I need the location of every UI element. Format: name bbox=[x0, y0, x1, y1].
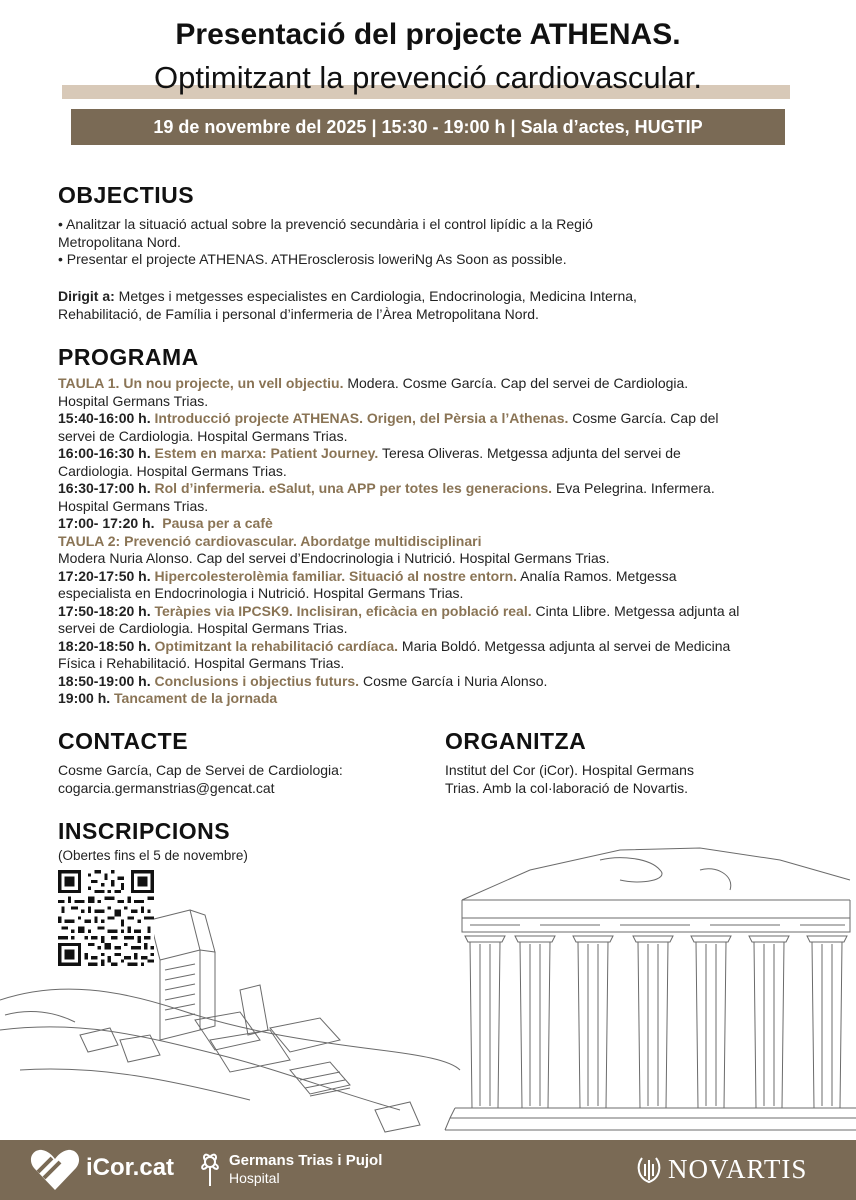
session-time: 17:00- 17:20 h. bbox=[58, 515, 155, 531]
session-time: 17:20-17:50 h. bbox=[58, 567, 151, 584]
session-speaker: Cosme García. Cap del bbox=[568, 410, 719, 426]
dirigit-text-1: Metges i metgesses especialistes en Cardiologia, Endocrinologia, Medicina Interna, bbox=[114, 288, 637, 304]
list-item bbox=[58, 445, 828, 463]
contact-email-link[interactable]: cogarcia.germanstrias@gencat.cat bbox=[58, 779, 275, 796]
list-item bbox=[58, 410, 828, 428]
germans-trias-flower-icon bbox=[196, 1152, 224, 1188]
list-item bbox=[58, 690, 828, 708]
dirigit-label: Dirigit a: bbox=[58, 288, 115, 304]
organitza-line-1: Institut del Cor (iCor). Hospital Germans bbox=[445, 762, 694, 778]
session-time: 15:40-16:00 h. bbox=[58, 410, 151, 426]
session-speaker: Cosme García i Nuria Alonso. bbox=[359, 672, 548, 689]
session-title: Pausa per a cafè bbox=[162, 515, 273, 531]
objectius-heading: OBJECTIUS bbox=[58, 182, 195, 208]
session-speaker-cont: Hospital Germans Trias. bbox=[58, 497, 209, 514]
list-item bbox=[58, 638, 828, 656]
session-speaker: Maria Boldó. Metgessa adjunta al servei de Medicina bbox=[398, 637, 731, 654]
session-speaker: Cinta Llibre. Metgessa adjunta al bbox=[531, 602, 740, 619]
inscripcions-heading: INSCRIPCIONS bbox=[58, 818, 231, 844]
session-speaker: Analía Ramos. Metgessa bbox=[517, 567, 677, 584]
session-time: 18:20-18:50 h. bbox=[58, 637, 151, 654]
list-item bbox=[58, 673, 828, 691]
session-speaker-cont: especialista en Endocrinologia i Nutrició. Hospital Germans Trias. bbox=[58, 585, 464, 601]
date-banner: 19 de novembre del 2025 | 15:30 - 19:00 h | Sala d’actes, HUGTIP bbox=[71, 109, 785, 145]
organitza-line-2: Trias. Amb la col·laboració de Novartis. bbox=[445, 779, 689, 796]
session-speaker: Teresa Oliveras. Metgessa adjunta del servei de bbox=[378, 445, 681, 461]
page-subtitle: Optimitzant la prevenció cardiovascular. bbox=[154, 60, 702, 95]
taula-2-title: TAULA 2: Prevenció cardiovascular. Abordatge multidisciplinari bbox=[58, 532, 482, 549]
session-time: 16:30-17:00 h. bbox=[58, 480, 151, 496]
session-time: 16:00-16:30 h. bbox=[58, 445, 151, 461]
session-title: Hipercolesterolèmia familiar. Situació al nostre entorn. bbox=[154, 567, 518, 584]
programa-heading: PROGRAMA bbox=[58, 344, 199, 370]
list-item bbox=[58, 533, 828, 551]
session-title: Teràpies via IPCSK9. Inclisiran, eficàcia en població real. bbox=[154, 602, 532, 619]
session-title: Introducció projecte ATHENAS. Origen, del Pèrsia a l’Athenas. bbox=[154, 410, 569, 426]
session-speaker-cont: Cardiologia. Hospital Germans Trias. bbox=[58, 462, 287, 479]
session-title: Conclusions i objectius futurs. bbox=[154, 672, 360, 689]
list-item bbox=[58, 375, 828, 393]
contacte-text bbox=[58, 762, 343, 797]
session-speaker-cont: servei de Cardiologia. Hospital Germans Trias. bbox=[58, 427, 348, 444]
objectius-bullet-1-line-2: Metropolitana Nord. bbox=[58, 233, 181, 250]
session-title: Optimitzant la rehabilitació cardíaca. bbox=[154, 637, 399, 654]
list-item bbox=[58, 515, 828, 533]
novartis-logo-icon bbox=[636, 1152, 662, 1188]
list-item bbox=[58, 568, 828, 586]
germans-trias-name: Germans Trias i Pujol bbox=[229, 1152, 383, 1169]
objectius-bullet-2: • Presentar el projecte ATHENAS. ATHErosclerosis loweriNg As Soon as possible. bbox=[58, 251, 567, 267]
objectius-bullet-1 bbox=[58, 216, 593, 269]
inscripcions-note: (Obertes fins el 5 de novembre) bbox=[58, 848, 248, 863]
session-time: 17:50-18:20 h. bbox=[58, 602, 151, 619]
dirigit-text-2: Rehabilitació, de Família i personal d’infermeria de l’Àrea Metropolitana Nord. bbox=[58, 305, 539, 322]
page-title: Presentació del projecte ATHENAS. bbox=[175, 18, 681, 51]
footer-bar bbox=[0, 1140, 856, 1200]
contacte-heading: CONTACTE bbox=[58, 728, 189, 754]
session-speaker-cont: servei de Cardiologia. Hospital Germans Trias. bbox=[58, 620, 348, 636]
list-item bbox=[58, 480, 828, 498]
contacte-line: Cosme García, Cap de Servei de Cardiologia: bbox=[58, 762, 343, 778]
list-item bbox=[58, 603, 828, 621]
organitza-heading: ORGANITZA bbox=[445, 728, 587, 754]
dirigit-a bbox=[58, 288, 637, 323]
taula-2-moderator: Modera Nuria Alonso. Cap del servei d’Endocrinologia i Nutrició. Hospital Germans Trias. bbox=[58, 550, 610, 566]
session-speaker-cont: Física i Rehabilitació. Hospital Germans Trias. bbox=[58, 655, 345, 671]
icor-link[interactable]: iCor.cat bbox=[86, 1154, 175, 1181]
organitza-text bbox=[445, 762, 694, 797]
germans-trias-subtitle: Hospital bbox=[229, 1170, 280, 1186]
novartis-wordmark: NOVARTIS bbox=[668, 1154, 808, 1184]
qr-code[interactable] bbox=[58, 870, 154, 966]
session-title: Tancament de la jornada bbox=[114, 690, 278, 706]
session-title: Rol d’infermeria. eSalut, una APP per totes les generacions. bbox=[154, 480, 553, 496]
session-time: 18:50-19:00 h. bbox=[58, 672, 151, 689]
taula-1-moderator: Modera. Cosme García. Cap del servei de Cardiologia. bbox=[343, 375, 689, 391]
session-time: 19:00 h. bbox=[58, 690, 111, 706]
taula-1-hospital: Hospital Germans Trias. bbox=[58, 392, 209, 409]
programa-list bbox=[58, 375, 828, 708]
icor-heart-logo-icon bbox=[30, 1148, 80, 1192]
session-speaker: Eva Pelegrina. Infermera. bbox=[552, 480, 715, 496]
taula-1-title: TAULA 1. Un nou projecte, un vell objectiu. bbox=[58, 375, 344, 391]
session-title: Estem en marxa: Patient Journey. bbox=[154, 445, 379, 461]
objectius-bullet-1-line-1: • Analitzar la situació actual sobre la prevenció secundària i el control lipídic a la Regió bbox=[58, 216, 593, 232]
